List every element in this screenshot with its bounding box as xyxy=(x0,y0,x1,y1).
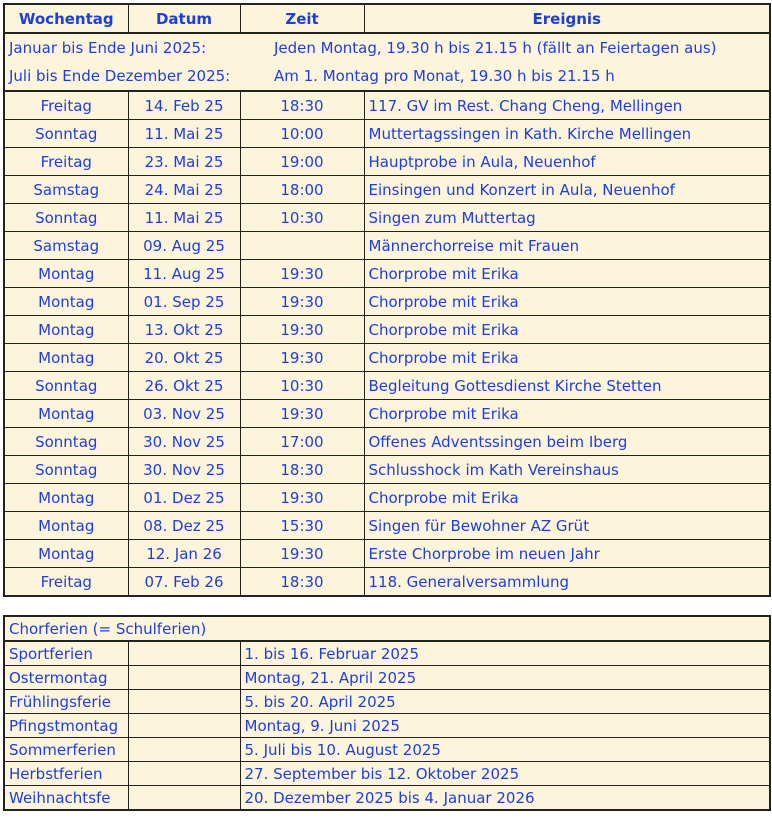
event-weekday: Freitag xyxy=(4,91,128,120)
event-weekday: Montag xyxy=(4,344,128,372)
event-row xyxy=(4,372,770,400)
event-weekday: Montag xyxy=(4,288,128,316)
event-description: Chorprobe mit Erika xyxy=(364,316,770,344)
event-weekday: Montag xyxy=(4,400,128,428)
event-date: 09. Aug 25 xyxy=(128,232,240,260)
holiday-name: Frühlingsferie xyxy=(4,690,128,714)
event-description: Chorprobe mit Erika xyxy=(364,288,770,316)
event-date: 23. Mai 25 xyxy=(128,148,240,176)
event-row xyxy=(4,568,770,597)
holiday-period: 5. Juli bis 10. August 2025 xyxy=(240,738,770,762)
event-description: Begleitung Gottesdienst Kirche Stetten xyxy=(364,372,770,400)
event-row xyxy=(4,204,770,232)
event-date: 03. Nov 25 xyxy=(128,400,240,428)
events-table xyxy=(3,3,771,597)
holiday-empty-cell xyxy=(128,786,240,811)
holiday-period: 27. September bis 12. Oktober 2025 xyxy=(240,762,770,786)
event-weekday: Sonntag xyxy=(4,372,128,400)
event-time: 10:00 xyxy=(240,120,364,148)
event-date: 11. Mai 25 xyxy=(128,204,240,232)
event-time: 19:30 xyxy=(240,400,364,428)
event-date: 01. Sep 25 xyxy=(128,288,240,316)
event-weekday: Sonntag xyxy=(4,204,128,232)
header-row xyxy=(4,4,770,33)
holiday-name: Pfingstmontag xyxy=(4,714,128,738)
info-cell xyxy=(4,62,770,91)
event-date: 14. Feb 25 xyxy=(128,91,240,120)
event-weekday: Montag xyxy=(4,316,128,344)
holidays-body xyxy=(4,616,770,810)
event-row xyxy=(4,512,770,540)
header-weekday: Wochentag xyxy=(4,4,128,33)
event-row xyxy=(4,484,770,512)
event-time: 10:30 xyxy=(240,372,364,400)
event-weekday: Sonntag xyxy=(4,456,128,484)
event-description: Singen für Bewohner AZ Grüt xyxy=(364,512,770,540)
event-date: 08. Dez 25 xyxy=(128,512,240,540)
holiday-period: Montag, 9. Juni 2025 xyxy=(240,714,770,738)
event-row xyxy=(4,232,770,260)
event-date: 07. Feb 26 xyxy=(128,568,240,597)
holidays-title-row xyxy=(4,616,770,641)
event-time: 19:30 xyxy=(240,344,364,372)
event-time: 18:00 xyxy=(240,176,364,204)
header-date: Datum xyxy=(128,4,240,33)
event-time: 19:30 xyxy=(240,288,364,316)
holiday-name: Ostermontag xyxy=(4,666,128,690)
event-weekday: Sonntag xyxy=(4,428,128,456)
event-weekday: Montag xyxy=(4,484,128,512)
schedule-sheet xyxy=(3,3,771,597)
event-weekday: Sonntag xyxy=(4,120,128,148)
holiday-period: 20. Dezember 2025 bis 4. Januar 2026 xyxy=(240,786,770,811)
event-description: Chorprobe mit Erika xyxy=(364,400,770,428)
info-schedule: Jeden Montag, 19.30 h bis 21.15 h (fällt an Feiertagen aus) xyxy=(274,39,717,57)
event-row xyxy=(4,148,770,176)
event-date: 12. Jan 26 xyxy=(128,540,240,568)
event-time: 19:30 xyxy=(240,484,364,512)
holiday-name: Sommerferien xyxy=(4,738,128,762)
event-weekday: Samstag xyxy=(4,232,128,260)
event-date: 20. Okt 25 xyxy=(128,344,240,372)
event-row xyxy=(4,176,770,204)
event-row xyxy=(4,288,770,316)
event-description: Chorprobe mit Erika xyxy=(364,260,770,288)
event-row xyxy=(4,91,770,120)
event-description: Einsingen und Konzert in Aula, Neuenhof xyxy=(364,176,770,204)
holiday-period: 1. bis 16. Februar 2025 xyxy=(240,641,770,666)
holiday-empty-cell xyxy=(128,666,240,690)
holiday-period: Montag, 21. April 2025 xyxy=(240,666,770,690)
event-description: Männerchorreise mit Frauen xyxy=(364,232,770,260)
event-row xyxy=(4,456,770,484)
info-row xyxy=(4,62,770,91)
event-description: Singen zum Muttertag xyxy=(364,204,770,232)
event-weekday: Montag xyxy=(4,540,128,568)
info-period: Januar bis Ende Juni 2025: xyxy=(9,39,207,57)
event-description: Schlusshock im Kath Vereinshaus xyxy=(364,456,770,484)
holiday-empty-cell xyxy=(128,641,240,666)
event-description: 118. Generalversammlung xyxy=(364,568,770,597)
event-date: 26. Okt 25 xyxy=(128,372,240,400)
event-time: 18:30 xyxy=(240,568,364,597)
event-row xyxy=(4,428,770,456)
event-time: 19:30 xyxy=(240,260,364,288)
info-cell xyxy=(4,33,770,62)
event-description: Chorprobe mit Erika xyxy=(364,484,770,512)
holiday-name: Herbstferien xyxy=(4,762,128,786)
event-weekday: Freitag xyxy=(4,568,128,597)
event-time: 18:30 xyxy=(240,456,364,484)
holidays-table xyxy=(3,615,771,811)
info-row xyxy=(4,33,770,62)
event-row xyxy=(4,120,770,148)
event-description: Muttertagssingen in Kath. Kirche Mellingen xyxy=(364,120,770,148)
event-date: 30. Nov 25 xyxy=(128,428,240,456)
event-time: 19:00 xyxy=(240,148,364,176)
event-time: 19:30 xyxy=(240,540,364,568)
event-description: Offenes Adventssingen beim Iberg xyxy=(364,428,770,456)
event-weekday: Samstag xyxy=(4,176,128,204)
event-row xyxy=(4,260,770,288)
event-date: 24. Mai 25 xyxy=(128,176,240,204)
holiday-empty-cell xyxy=(128,762,240,786)
holiday-name: Sportferien xyxy=(4,641,128,666)
event-row xyxy=(4,400,770,428)
holidays-title: Chorferien (= Schulferien) xyxy=(4,616,770,641)
event-time: 19:30 xyxy=(240,316,364,344)
info-schedule: Am 1. Montag pro Monat, 19.30 h bis 21.15 h xyxy=(274,67,615,85)
holiday-row xyxy=(4,786,770,811)
event-date: 13. Okt 25 xyxy=(128,316,240,344)
event-weekday: Montag xyxy=(4,512,128,540)
event-row xyxy=(4,540,770,568)
events-body xyxy=(4,33,770,596)
event-date: 11. Aug 25 xyxy=(128,260,240,288)
event-description: 117. GV im Rest. Chang Cheng, Mellingen xyxy=(364,91,770,120)
header-time: Zeit xyxy=(240,4,364,33)
holiday-row xyxy=(4,714,770,738)
event-row xyxy=(4,316,770,344)
event-description: Chorprobe mit Erika xyxy=(364,344,770,372)
holiday-period: 5. bis 20. April 2025 xyxy=(240,690,770,714)
event-time xyxy=(240,232,364,260)
info-period: Juli bis Ende Dezember 2025: xyxy=(9,67,231,85)
event-weekday: Montag xyxy=(4,260,128,288)
event-date: 01. Dez 25 xyxy=(128,484,240,512)
event-date: 11. Mai 25 xyxy=(128,120,240,148)
event-time: 10:30 xyxy=(240,204,364,232)
holiday-empty-cell xyxy=(128,714,240,738)
event-description: Erste Chorprobe im neuen Jahr xyxy=(364,540,770,568)
event-time: 15:30 xyxy=(240,512,364,540)
holiday-row xyxy=(4,738,770,762)
holiday-name: Weihnachtsfe xyxy=(4,786,128,811)
holiday-row xyxy=(4,762,770,786)
holiday-row xyxy=(4,690,770,714)
event-weekday: Freitag xyxy=(4,148,128,176)
holiday-row xyxy=(4,641,770,666)
header-event: Ereignis xyxy=(364,4,770,33)
event-date: 30. Nov 25 xyxy=(128,456,240,484)
holiday-row xyxy=(4,666,770,690)
event-time: 17:00 xyxy=(240,428,364,456)
holiday-empty-cell xyxy=(128,738,240,762)
event-description: Hauptprobe in Aula, Neuenhof xyxy=(364,148,770,176)
holiday-empty-cell xyxy=(128,690,240,714)
event-row xyxy=(4,344,770,372)
event-time: 18:30 xyxy=(240,91,364,120)
